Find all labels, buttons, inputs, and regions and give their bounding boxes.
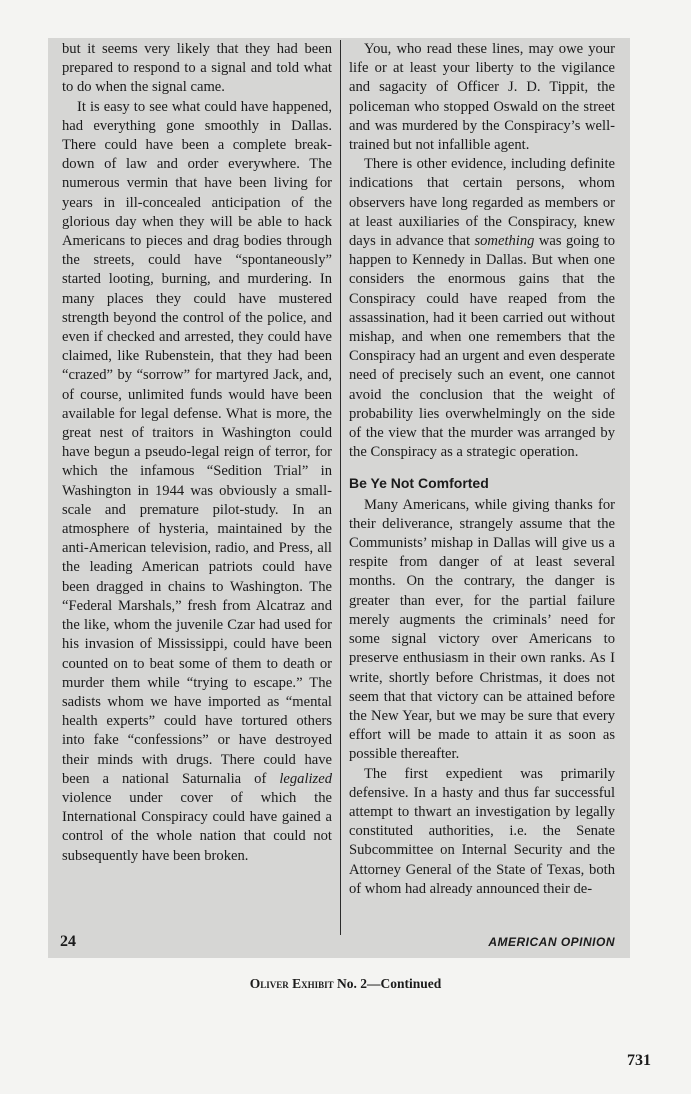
left-column <box>62 40 332 866</box>
exhibit-caption <box>0 976 691 992</box>
exhibit-name: Oliver Exhibit <box>249 976 334 991</box>
right-column <box>349 40 615 899</box>
paragraph: You, who read these lines, may owe your life or at least your liberty to the vigilance and sagacity of Officer J. D. Tippit, the policeman who stopped Oswald on the street and was murdered by the Conspiracy’s well-trained but not infallible agent. <box>349 41 615 154</box>
paragraph-text: was going to happen to Kennedy in Dallas. But when one considers the enormous gains that the Conspiracy could have reaped from the assassination, had it been carried out without mishap, and when one remembers that the Conspiracy had an urgent and even desperate need of precisely such an event, one cannot avoid the conclusion that the weight of probability lies overwhelmingly on the side of the view that the murder was arranged by the Conspiracy as a strategic operation. <box>349 233 615 461</box>
paragraph-text: violence under cover of which the International Conspiracy could have gained a control of the whole nation that could not subsequently have been broken. <box>62 789 332 864</box>
paragraph <box>62 98 332 866</box>
paragraph: The first expedient was primarily defensive. In a hasty and thus far successful attempt to thwart an investigation by legally constituted authorities, i.e. the Senate Subcommittee on Internal Security and the Attorney General of the State of Texas, both of whom had already announced their de- <box>349 765 615 897</box>
folio-number: 24 <box>60 933 76 950</box>
column-divider <box>340 40 341 935</box>
exhibit-continued: No. 2—Continued <box>337 976 442 991</box>
running-footer: AMERICAN OPINION <box>488 935 615 949</box>
emphasis: something <box>474 233 535 250</box>
paragraph-text: There is other evidence, including definite indications that certain persons, whom observers have long regarded as members or at least auxiliaries of the Conspiracy, knew days in advance that <box>349 156 615 250</box>
paragraph: Many Americans, while giving thanks for their deliverance, strangely assume that the Communists’ mishap in Dallas will give us a respite from danger of at least several months. On the contrary, the danger is greater than ever, for the partial failure merely augments the criminals’ need for some signal victory over Americans to preserve enthusiasm in their own ranks. As I write, shortly before Christmas, it does not seem that that victory can be attained before the New Year, but we may be sure that every effort will be made to attain it as soon as possible thereafter. <box>349 496 615 763</box>
paragraph-text: It is easy to see what could have happened, had everything gone smoothly in Dallas. There could have been a complete break-down of law and order everywhere. The numerous vermin that have been living for years in ill-concealed anticipation of the glorious day when they will be able to hack Americans to pieces and drag bodies through the streets, could have “spontaneously” started looting, burning, and murdering. In many places they could have mustered strength beyond the control of the police, and even if checked and arrested, they could have claimed, like Rubenstein, that they had been “crazed” by “sorrow” for martyred Jack, and, of course, unlimited funds would have been available for legal defense. What is more, the great nest of traitors in Washington could have begun a pseudo-legal reign of terror, for which the infamous “Sedition Trial” in Washington in 1944 was obviously a small-scale and premature pilot-study. In an atmosphere of hysteria, maintained by the anti-American television, radio, and Press, all the leading American patriots could have been dragged in chains to Washington. The “Federal Marshals,” fresh from Alcatraz and the like, whom the juvenile Czar had used for his invasion of Mississippi, could have been counted on to beat some of them to death or murder them while “trying to escape.” The sadists whom we have imported as “mental health experts” could have tortured others into fake “confessions” or have destroyed their minds with drugs. There could have been a national Saturnalia of <box>62 98 332 787</box>
paragraph <box>349 155 615 462</box>
section-heading: Be Ye Not Comforted <box>349 475 489 492</box>
emphasis: legalized <box>279 770 333 787</box>
paragraph: but it seems very likely that they had been prepared to respond to a signal and told what to do when the signal came. <box>62 41 332 96</box>
page-number: 731 <box>627 1052 651 1069</box>
